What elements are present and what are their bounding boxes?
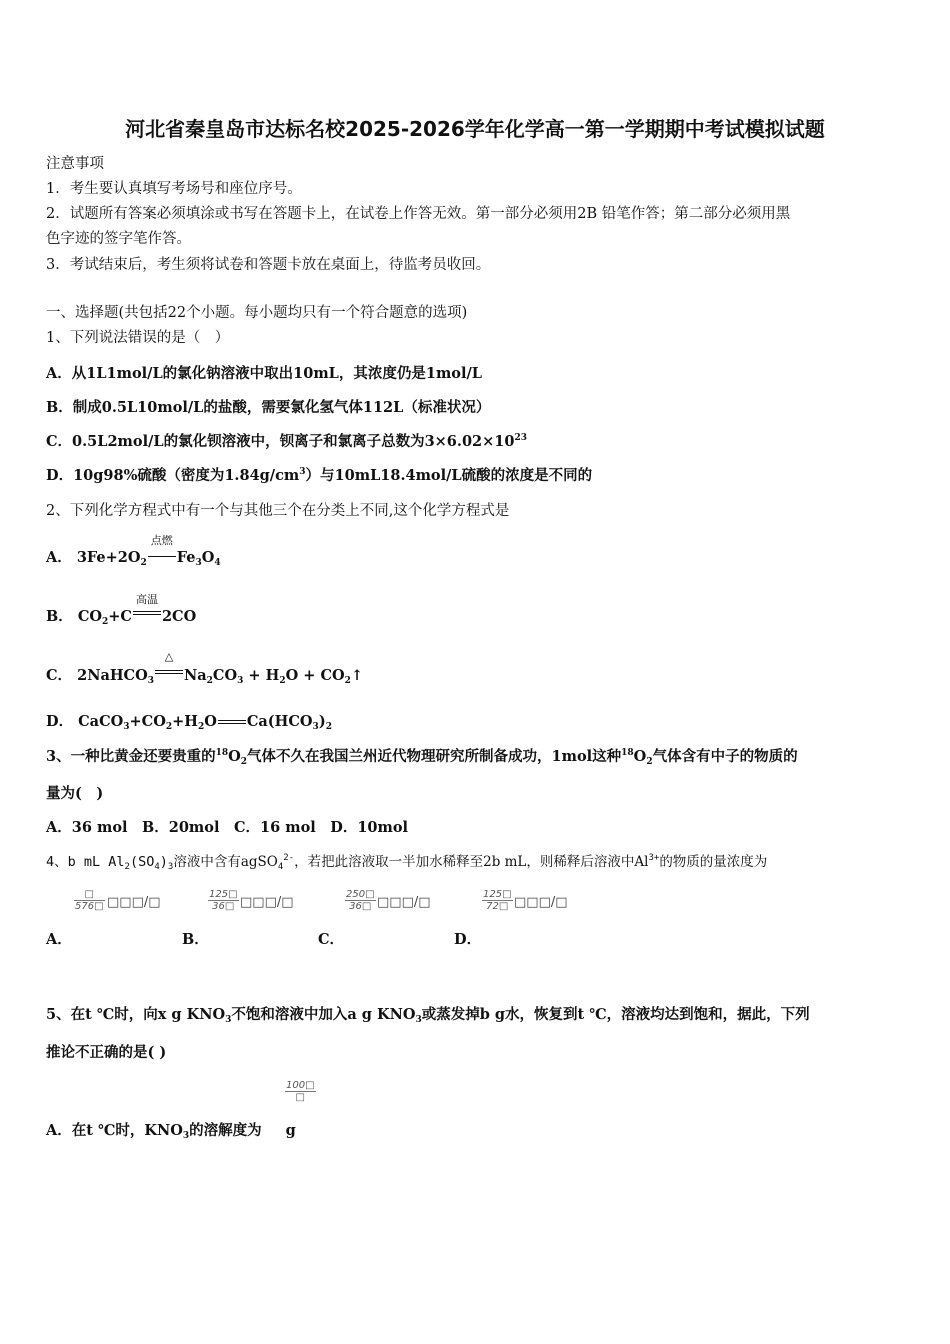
question-3-stem-cont: 量为( ) <box>46 785 104 802</box>
section-heading: 一、选择题(共包括22个小题。每小题均只有一个符合题意的选项) <box>46 305 468 321</box>
question-5-stem: 5、在t ℃时，向x g $KNO_3$不饱和溶液中加入a g $KNO_3$或蒸发掉b g水，恢复到t ℃，溶液均达到饱和，据此，下列 <box>46 1006 810 1025</box>
q4-option-c-fraction: $\frac{250□}{36□}$ <box>346 889 375 912</box>
q4-option-d: D． <box>454 931 482 948</box>
notice-item-1: 1．考生要认真填写考场号和座位序号。 <box>46 181 302 197</box>
question-3-stem: 3、一种比黄金还要贵重的$^{18}O_2$气体不久在我国兰州近代物理研究所制备成功，1mol这种$^{18}O_2$气体含有中子的物质的 <box>46 748 798 767</box>
q3-options: A．36 mol B．20mol C．16 mol D．10mol <box>46 819 409 836</box>
q4-option-c-unit: □□□/□ <box>377 895 431 910</box>
q4-option-a: A． <box>46 931 72 948</box>
notice-item-2: 2．试题所有答案必须填涂或书写在答题卡上，在试卷上作答无效。第一部分必须用2B 铅笔作答；第二部分必须用黑 <box>46 206 791 222</box>
q5-option-a-fraction: 100□ □ <box>286 1080 315 1103</box>
q1-option-c: C．0.5L2mol/L的氯化钡溶液中，钡离子和氯离子总数为$3\times 6.02\times 10^{23}$ <box>46 433 527 450</box>
reaction-condition: △ <box>155 668 183 680</box>
q4-option-a-fraction: □ 576□ <box>75 889 104 912</box>
q2-option-c: C． 2NaHCO$_3$ △ $Na_2CO_3 + H_2O$ + $CO_2↑$ <box>46 650 364 686</box>
question-5-stem-cont: 推论不正确的是( ) <box>46 1044 167 1061</box>
q4-option-b-unit: □□□/□ <box>240 895 294 910</box>
q1-option-d: D．10g98%硫酸（密度为$1.84g/cm^3$）与10mL18.4mol/L硫酸的浓度是不同的 <box>46 467 593 484</box>
notice-heading: 注意事项 <box>46 156 104 172</box>
notice-item-3: 3．考试结束后，考生须将试卷和答题卡放在桌面上，待监考员收回。 <box>46 257 491 273</box>
q4-option-d-fraction: $\frac{125□}{72□}$ <box>483 889 512 912</box>
reaction-condition: 点燃 <box>148 550 176 562</box>
q4-option-b: B． <box>182 931 209 948</box>
equals-sign <box>218 720 246 724</box>
question-1-stem: 1、下列说法错误的是（ ） <box>46 330 230 346</box>
page-title: 河北省秦皇岛市达标名校2025-2026学年化学高一第一学期期中考试模拟试题 <box>125 117 825 141</box>
q4-option-a-unit: □□□/□ <box>107 895 161 910</box>
q5-option-a: A．在t ℃时，$KNO_3$的溶解度为 g <box>46 1122 296 1141</box>
notice-item-2-cont: 色字迹的签字笔作答。 <box>46 231 191 247</box>
q4-option-b-fraction: $\frac{125□}{36□}$ <box>209 889 238 912</box>
question-4-stem: 4、b mL $Al_2(SO_4)_3$溶液中含有agSO$_4^{2-}$，若把此溶液取一半加水稀释至2b mL，则稀释后溶液中$Al^{3+}$的物质的量浓度为 <box>46 853 768 872</box>
q1-option-b: B．制成0.5L10mol/L的盐酸，需要氯化氢气体112L（标准状况） <box>46 399 491 416</box>
q2-option-b: B． $CO_2+C$ 高温 2CO <box>46 593 197 627</box>
question-2-stem: 2、下列化学方程式中有一个与其他三个在分类上不同,这个化学方程式是 <box>46 503 510 519</box>
reaction-condition: 高温 <box>133 609 161 621</box>
q2-option-d: D． $CaCO_3+CO_2+H_2O$ $Ca(HCO_3)_2$ <box>46 713 332 732</box>
q1-option-a: A．从1L1mol/L的氯化钠溶液中取出10mL，其浓度仍是1mol/L <box>46 365 482 382</box>
q4-option-d-unit: □□□/□ <box>514 895 568 910</box>
q2-option-a: A． $3Fe+2O_2$ 点燃 $Fe_3O_4$ <box>46 534 221 568</box>
q4-option-c: C． <box>318 931 345 948</box>
